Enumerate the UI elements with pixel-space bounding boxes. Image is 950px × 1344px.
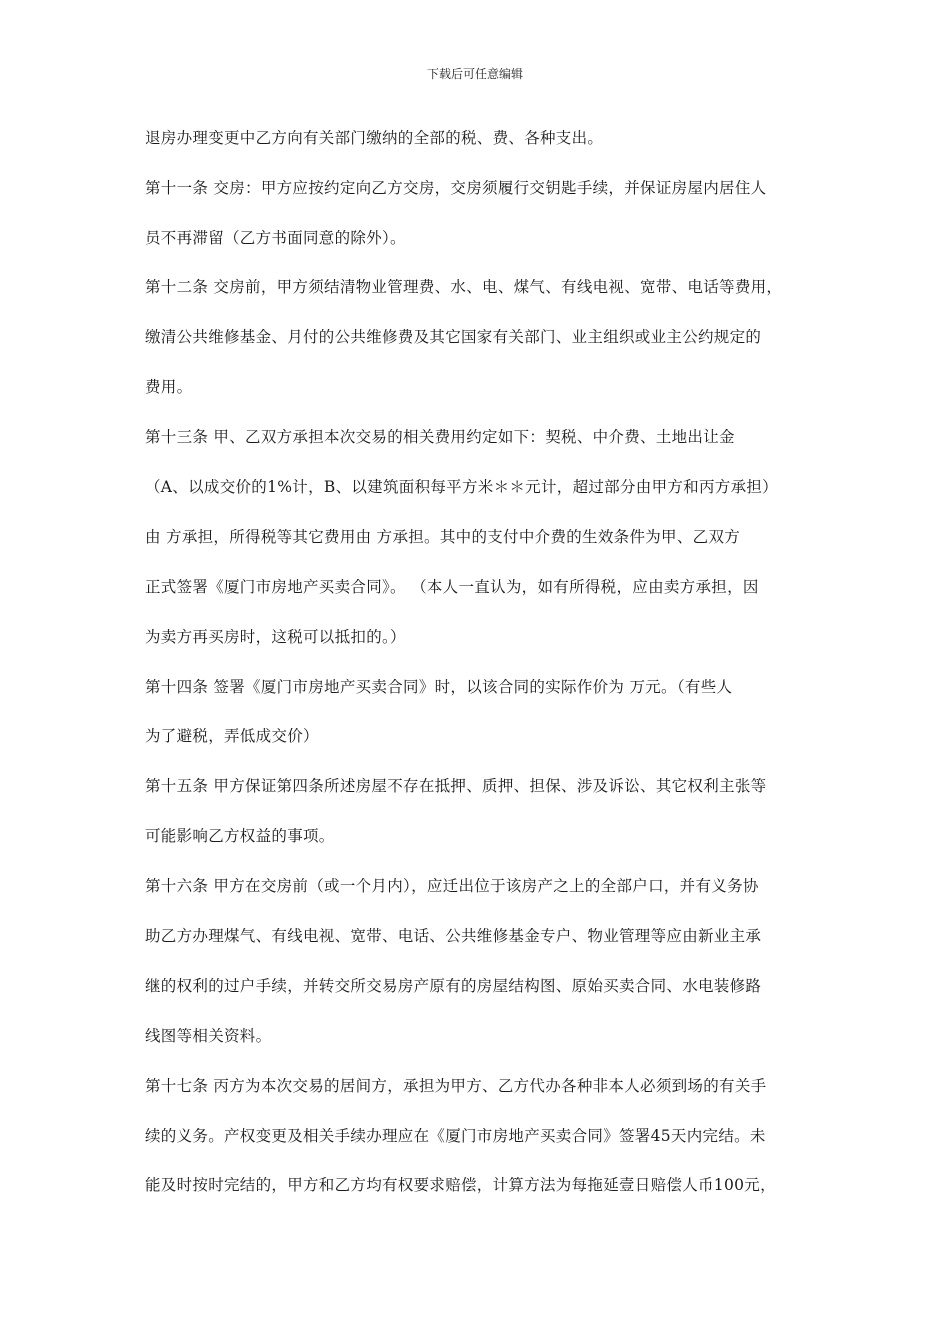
body-line: 第十一条 交房：甲方应按约定向乙方交房，交房须履行交钥匙手续，并保证房屋内居住人 — [145, 179, 767, 197]
body-line: 可能影响乙方权益的事项。 — [145, 827, 335, 845]
body-line: 正式签署《厦门市房地产买卖合同》。 （本人一直认为，如有所得税，应由卖方承担，因 — [145, 578, 759, 596]
body-line: 续的义务。产权变更及相关手续办理应在《厦门市房地产买卖合同》签署45天内完结。未 — [145, 1127, 766, 1145]
body-line: 缴清公共维修基金、月付的公共维修费及其它国家有关部门、业主组织或业主公约规定的 — [145, 328, 762, 346]
body-line: 线图等相关资料。 — [145, 1027, 272, 1045]
body-line: （A、以成交价的1%计，B、以建筑面积每平方米＊＊元计，超过部分由甲方和丙方承担） — [145, 478, 778, 496]
body-line: 第十七条 丙方为本次交易的居间方，承担为甲方、乙方代办各种非本人必须到场的有关手 — [145, 1077, 767, 1095]
body-line: 第十三条 甲、乙双方承担本次交易的相关费用约定如下：契税、中介费、土地出让金 — [145, 428, 735, 446]
page-header: 下载后可任意编辑 — [426, 67, 523, 81]
body-line: 助乙方办理煤气、有线电视、宽带、电话、公共维修基金专户、物业管理等应由新业主承 — [145, 927, 762, 945]
body-line: 为了避税，弄低成交价） — [145, 727, 319, 745]
body-line: 第十二条 交房前，甲方须结清物业管理费、水、电、煤气、有线电视、宽带、电话等费用， — [145, 278, 783, 296]
body-line: 继的权利的过户手续，并转交所交易房产原有的房屋结构图、原始买卖合同、水电装修路 — [145, 977, 762, 995]
body-line: 退房办理变更中乙方向有关部门缴纳的全部的税、费、各种支出。 — [145, 129, 604, 147]
body-line: 费用。 — [145, 378, 193, 396]
body-line: 第十六条 甲方在交房前（或一个月内），应迁出位于该房产之上的全部户口，并有义务协 — [145, 877, 759, 895]
body-line: 第十五条 甲方保证第四条所述房屋不存在抵押、质押、担保、涉及诉讼、其它权利主张等 — [145, 777, 767, 795]
body-line: 为卖方再买房时，这税可以抵扣的。） — [145, 628, 406, 646]
body-line: 由 方承担，所得税等其它费用由 方承担。其中的支付中介费的生效条件为甲、乙双方 — [145, 528, 741, 546]
body-line: 能及时按时完结的，甲方和乙方均有权要求赔偿，计算方法为每拖延壹日赔偿人币100元， — [145, 1176, 776, 1194]
body-line: 第十四条 签署《厦门市房地产买卖合同》时，以该合同的实际作价为 万元。（有些人 — [145, 678, 733, 696]
body-line: 员不再滞留（乙方书面同意的除外）。 — [145, 229, 406, 247]
